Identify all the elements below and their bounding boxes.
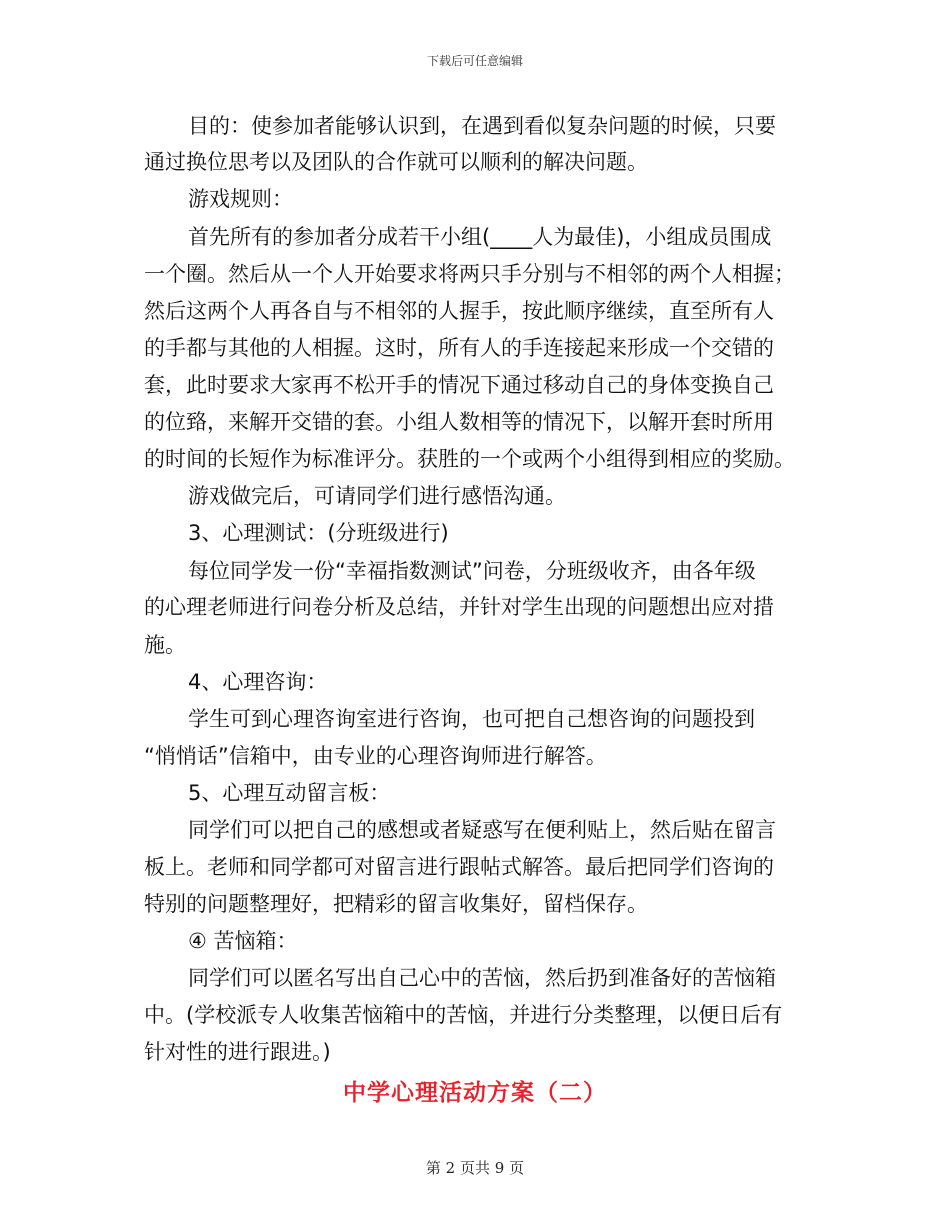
- text-line: 游戏做完后，可请同学们进行感悟沟通。: [188, 484, 566, 508]
- text-line: 的位臵，来解开交错的套。小组人数相等的情况下，以解开套时所用: [144, 410, 774, 434]
- text-line: 每位同学发一份“幸福指数测试”问卷，分班级收齐，由各年级: [188, 559, 756, 583]
- text-line: 的心理老师进行问卷分析及总结，并针对学生出现的问题想出应对措: [144, 595, 774, 619]
- text-line: 同学们可以匿名写出自己心中的苦恼，然后扔到准备好的苦恼箱: [188, 966, 776, 990]
- text-line: 针对性的进行跟进。): [144, 1040, 331, 1064]
- text-line: 的手都与其他的人相握。这时，所有人的手连接起来形成一个交错的: [144, 336, 774, 360]
- text-line: 目的：使参加者能够认识到，在遇到看似复杂问题的时候，只要: [188, 114, 776, 138]
- text-line: “悄悄话”信箱中，由专业的心理咨询师进行解答。: [144, 744, 607, 768]
- section-heading: 4、心理咨询：: [188, 670, 328, 694]
- text-line: 游戏规则：: [188, 187, 293, 211]
- section-heading: 3、心理测试：(分班级进行): [188, 521, 449, 545]
- page-footer: 第 2 页共 9 页: [425, 1159, 525, 1177]
- text-line: 一个圈。然后从一个人开始要求将两只手分别与不相邻的两个人相握；: [144, 262, 795, 286]
- section-title: 中学心理活动方案（二）: [343, 1080, 607, 1106]
- text-line: 同学们可以把自己的感想或者疑惑写在便利贴上，然后贴在留言: [188, 818, 776, 842]
- text-line: 的时间的长短作为标准评分。获胜的一个或两个小组得到相应的奖励。: [144, 447, 795, 471]
- text-line: 套，此时要求大家再不松开手的情况下通过移动自己的身体变换自己: [144, 373, 774, 397]
- text-line: 板上。老师和同学都可对留言进行跟帖式解答。最后把同学们咨询的: [144, 855, 774, 879]
- text-line: 中。(学校派专人收集苦恼箱中的苦恼，并进行分类整理，以便日后有: [144, 1003, 783, 1027]
- text-line: 施。: [144, 633, 186, 657]
- text-line: 首先所有的参加者分成若干小组(____人为最佳)，小组成员围成: [188, 225, 772, 249]
- page-header: 下载后可任意编辑: [426, 54, 523, 68]
- text-line: 通过换位思考以及团队的合作就可以顺利的解决问题。: [144, 150, 648, 174]
- text-line: 特别的问题整理好，把精彩的留言收集好，留档保存。: [144, 892, 648, 916]
- text-line: 学生可到心理咨询室进行咨询，也可把自己想咨询的问题投到: [188, 707, 755, 731]
- text-line: 然后这两个人再各自与不相邻的人握手，按此顺序继续，直至所有人: [144, 299, 774, 323]
- section-heading: ④ 苦恼箱：: [188, 929, 298, 953]
- section-heading: 5、心理互动留言板：: [188, 781, 391, 805]
